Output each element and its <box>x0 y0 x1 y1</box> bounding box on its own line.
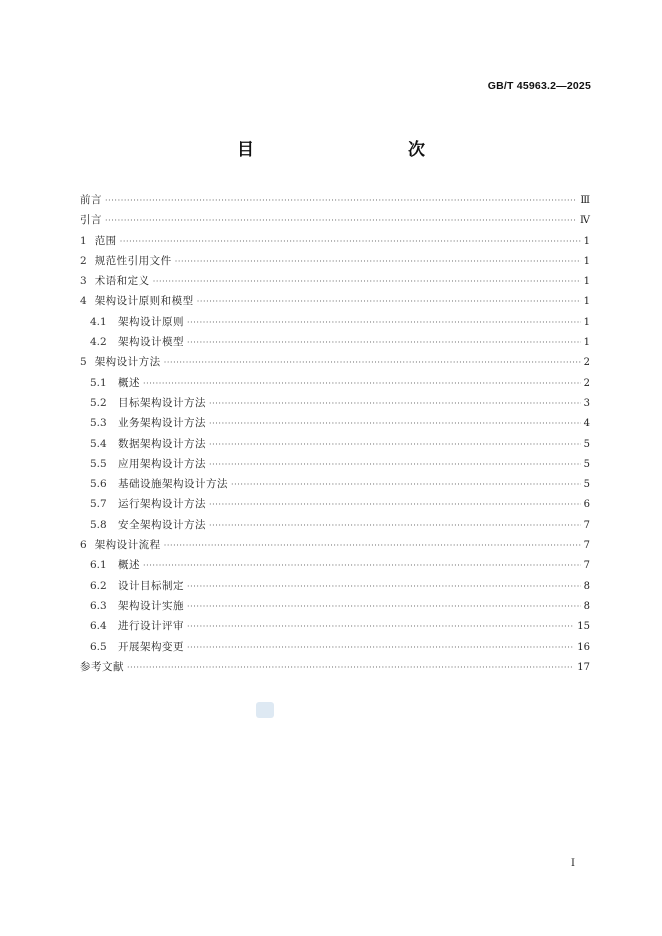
toc-entry[interactable] <box>80 494 590 514</box>
toc-entry-number: 5.1 <box>90 376 107 389</box>
toc-entry-number: 6.3 <box>90 599 107 612</box>
toc-entry-number: 2 <box>80 254 87 267</box>
toc-entry-number: 6.1 <box>90 559 107 572</box>
toc-leader-dots <box>164 536 581 556</box>
toc-entry-page: 1 <box>583 316 590 328</box>
toc-entry-page: 3 <box>583 397 590 409</box>
toc-entry-title: 基础设施架构设计方法 <box>118 478 228 491</box>
toc-entry[interactable] <box>80 312 590 332</box>
toc-leader-dots <box>231 475 581 495</box>
toc-entry-page: 1 <box>583 276 590 288</box>
toc-entry-number: 4.1 <box>90 315 107 328</box>
toc-entry[interactable] <box>80 231 590 251</box>
toc-entry-number: 4 <box>80 295 87 308</box>
toc-entry-page: 1 <box>583 296 590 308</box>
toc-entry-number: 6.5 <box>90 640 107 653</box>
toc-entry-page: Ⅲ <box>580 195 590 206</box>
toc-leader-dots <box>209 455 581 475</box>
toc-entry[interactable] <box>80 271 590 291</box>
toc-entry-page: 4 <box>583 418 590 430</box>
toc-entry-number: 5.2 <box>90 396 107 409</box>
toc-entry-number: 3 <box>80 275 87 288</box>
toc-entry-page: 8 <box>583 600 590 612</box>
toc-entry-title: 开展架构变更 <box>118 640 184 653</box>
toc-entry[interactable] <box>80 616 590 636</box>
toc-leader-dots <box>209 435 581 455</box>
toc-entry-number: 5.5 <box>90 457 107 470</box>
toc-entry-page: Ⅳ <box>580 215 590 227</box>
toc-leader-dots <box>209 394 581 414</box>
toc-entry-title: 架构设计方法 <box>94 356 161 369</box>
toc-entry-number: 5.6 <box>90 478 107 491</box>
page-number: Ⅰ <box>571 858 575 869</box>
toc-entry-page: 6 <box>583 499 590 511</box>
toc-entry-title: 术语和定义 <box>94 275 150 288</box>
toc-leader-dots <box>209 516 581 536</box>
toc-entry[interactable] <box>80 657 590 677</box>
standard-code: GB/T 45963.2—2025 <box>487 80 591 92</box>
toc-entry-page: 7 <box>583 519 590 531</box>
toc-entry[interactable] <box>80 535 590 555</box>
toc-entry-page: 5 <box>583 438 590 450</box>
toc-leader-dots <box>175 252 581 272</box>
toc-entry[interactable] <box>80 332 590 352</box>
toc-entry-number: 5 <box>80 356 87 369</box>
toc-entry-page: 7 <box>583 540 590 552</box>
toc-entry-title: 范围 <box>94 234 117 247</box>
toc-entry[interactable] <box>80 393 590 413</box>
toc-entry-page: 1 <box>583 255 590 267</box>
toc-entry-page: 2 <box>583 357 590 369</box>
toc-leader-dots <box>187 577 581 597</box>
toc-entry[interactable] <box>80 413 590 433</box>
toc-leader-dots <box>209 414 581 434</box>
toc-entry-title: 概述 <box>118 559 140 572</box>
toc-leader-dots <box>164 353 581 373</box>
toc-entry-page: 17 <box>577 661 590 673</box>
toc-entry[interactable] <box>80 637 590 657</box>
toc-leader-dots <box>187 333 581 353</box>
toc-entry-title: 设计目标制定 <box>118 579 184 592</box>
toc-entry[interactable] <box>80 555 590 575</box>
toc-entry[interactable] <box>80 352 590 372</box>
toc-entry-page: 5 <box>583 479 590 491</box>
toc-entry-title: 目标架构设计方法 <box>118 396 206 409</box>
toc-entry[interactable] <box>80 474 590 494</box>
toc-leader-dots <box>187 313 581 333</box>
toc-entry-number: 5.4 <box>90 437 107 450</box>
toc-entry-page: 1 <box>583 235 590 247</box>
toc-entry-page: 16 <box>577 641 590 653</box>
toc-leader-dots <box>127 658 574 678</box>
toc-leader-dots <box>197 292 581 312</box>
toc-entry-page: 1 <box>583 337 590 349</box>
toc-entry-page: 2 <box>583 377 590 389</box>
toc-entry[interactable] <box>80 190 590 210</box>
toc-entry[interactable] <box>80 434 590 454</box>
toc-entry-title: 数据架构设计方法 <box>118 437 206 450</box>
toc-entry-number: 5.3 <box>90 417 107 430</box>
toc-entry-title: 规范性引用文件 <box>94 254 172 267</box>
toc-leader-dots <box>209 495 581 515</box>
toc-entry-page: 8 <box>583 580 590 592</box>
toc-title: 目 次 <box>237 140 465 160</box>
toc-leader-dots <box>187 597 581 617</box>
toc-entry-page: 15 <box>577 621 590 633</box>
toc-entry[interactable] <box>80 576 590 596</box>
toc-entry[interactable] <box>80 596 590 616</box>
toc-entry-number: 6.2 <box>90 579 107 592</box>
toc-leader-dots <box>143 374 581 394</box>
toc-entry-page: 7 <box>583 560 590 572</box>
toc-entry-title: 架构设计模型 <box>118 336 184 349</box>
toc-entry-title: 架构设计实施 <box>118 599 184 612</box>
toc-entry-number: 1 <box>80 234 87 247</box>
toc-entry-title: 进行设计评审 <box>118 620 184 633</box>
toc-leader-dots <box>105 191 577 211</box>
toc-leader-dots <box>153 272 581 292</box>
toc-leader-dots <box>187 617 574 637</box>
toc-entry-title: 运行架构设计方法 <box>118 498 206 511</box>
toc-entry-number: 6.4 <box>90 620 107 633</box>
toc-entry-title: 业务架构设计方法 <box>118 417 206 430</box>
toc-entry-title: 引言 <box>80 214 102 227</box>
toc-entry-title: 前言 <box>80 194 102 206</box>
toc-entry-number: 4.2 <box>90 336 107 349</box>
toc-entry[interactable] <box>80 291 590 311</box>
toc-entry[interactable] <box>80 454 590 474</box>
toc-entry-title: 安全架构设计方法 <box>118 518 206 531</box>
toc-entry[interactable] <box>80 210 590 230</box>
toc-entry[interactable] <box>80 515 590 535</box>
toc-entry[interactable] <box>80 251 590 271</box>
toc-leader-dots <box>120 232 581 252</box>
watermark-logo <box>256 702 274 718</box>
toc-entry-number: 5.7 <box>90 498 107 511</box>
toc-entry-title: 架构设计原则和模型 <box>94 295 194 308</box>
toc-entry-number: 5.8 <box>90 518 107 531</box>
toc-entry-number: 6 <box>80 539 87 552</box>
toc-entry-title: 参考文献 <box>80 660 124 673</box>
table-of-contents <box>80 190 590 677</box>
toc-entry-title: 架构设计原则 <box>118 315 184 328</box>
toc-entry-page: 5 <box>583 458 590 470</box>
toc-entry[interactable] <box>80 373 590 393</box>
toc-leader-dots <box>105 211 577 231</box>
toc-entry-title: 概述 <box>118 376 140 389</box>
toc-entry-title: 应用架构设计方法 <box>118 457 206 470</box>
toc-leader-dots <box>187 638 574 658</box>
toc-entry-title: 架构设计流程 <box>94 539 161 552</box>
toc-leader-dots <box>143 556 581 576</box>
